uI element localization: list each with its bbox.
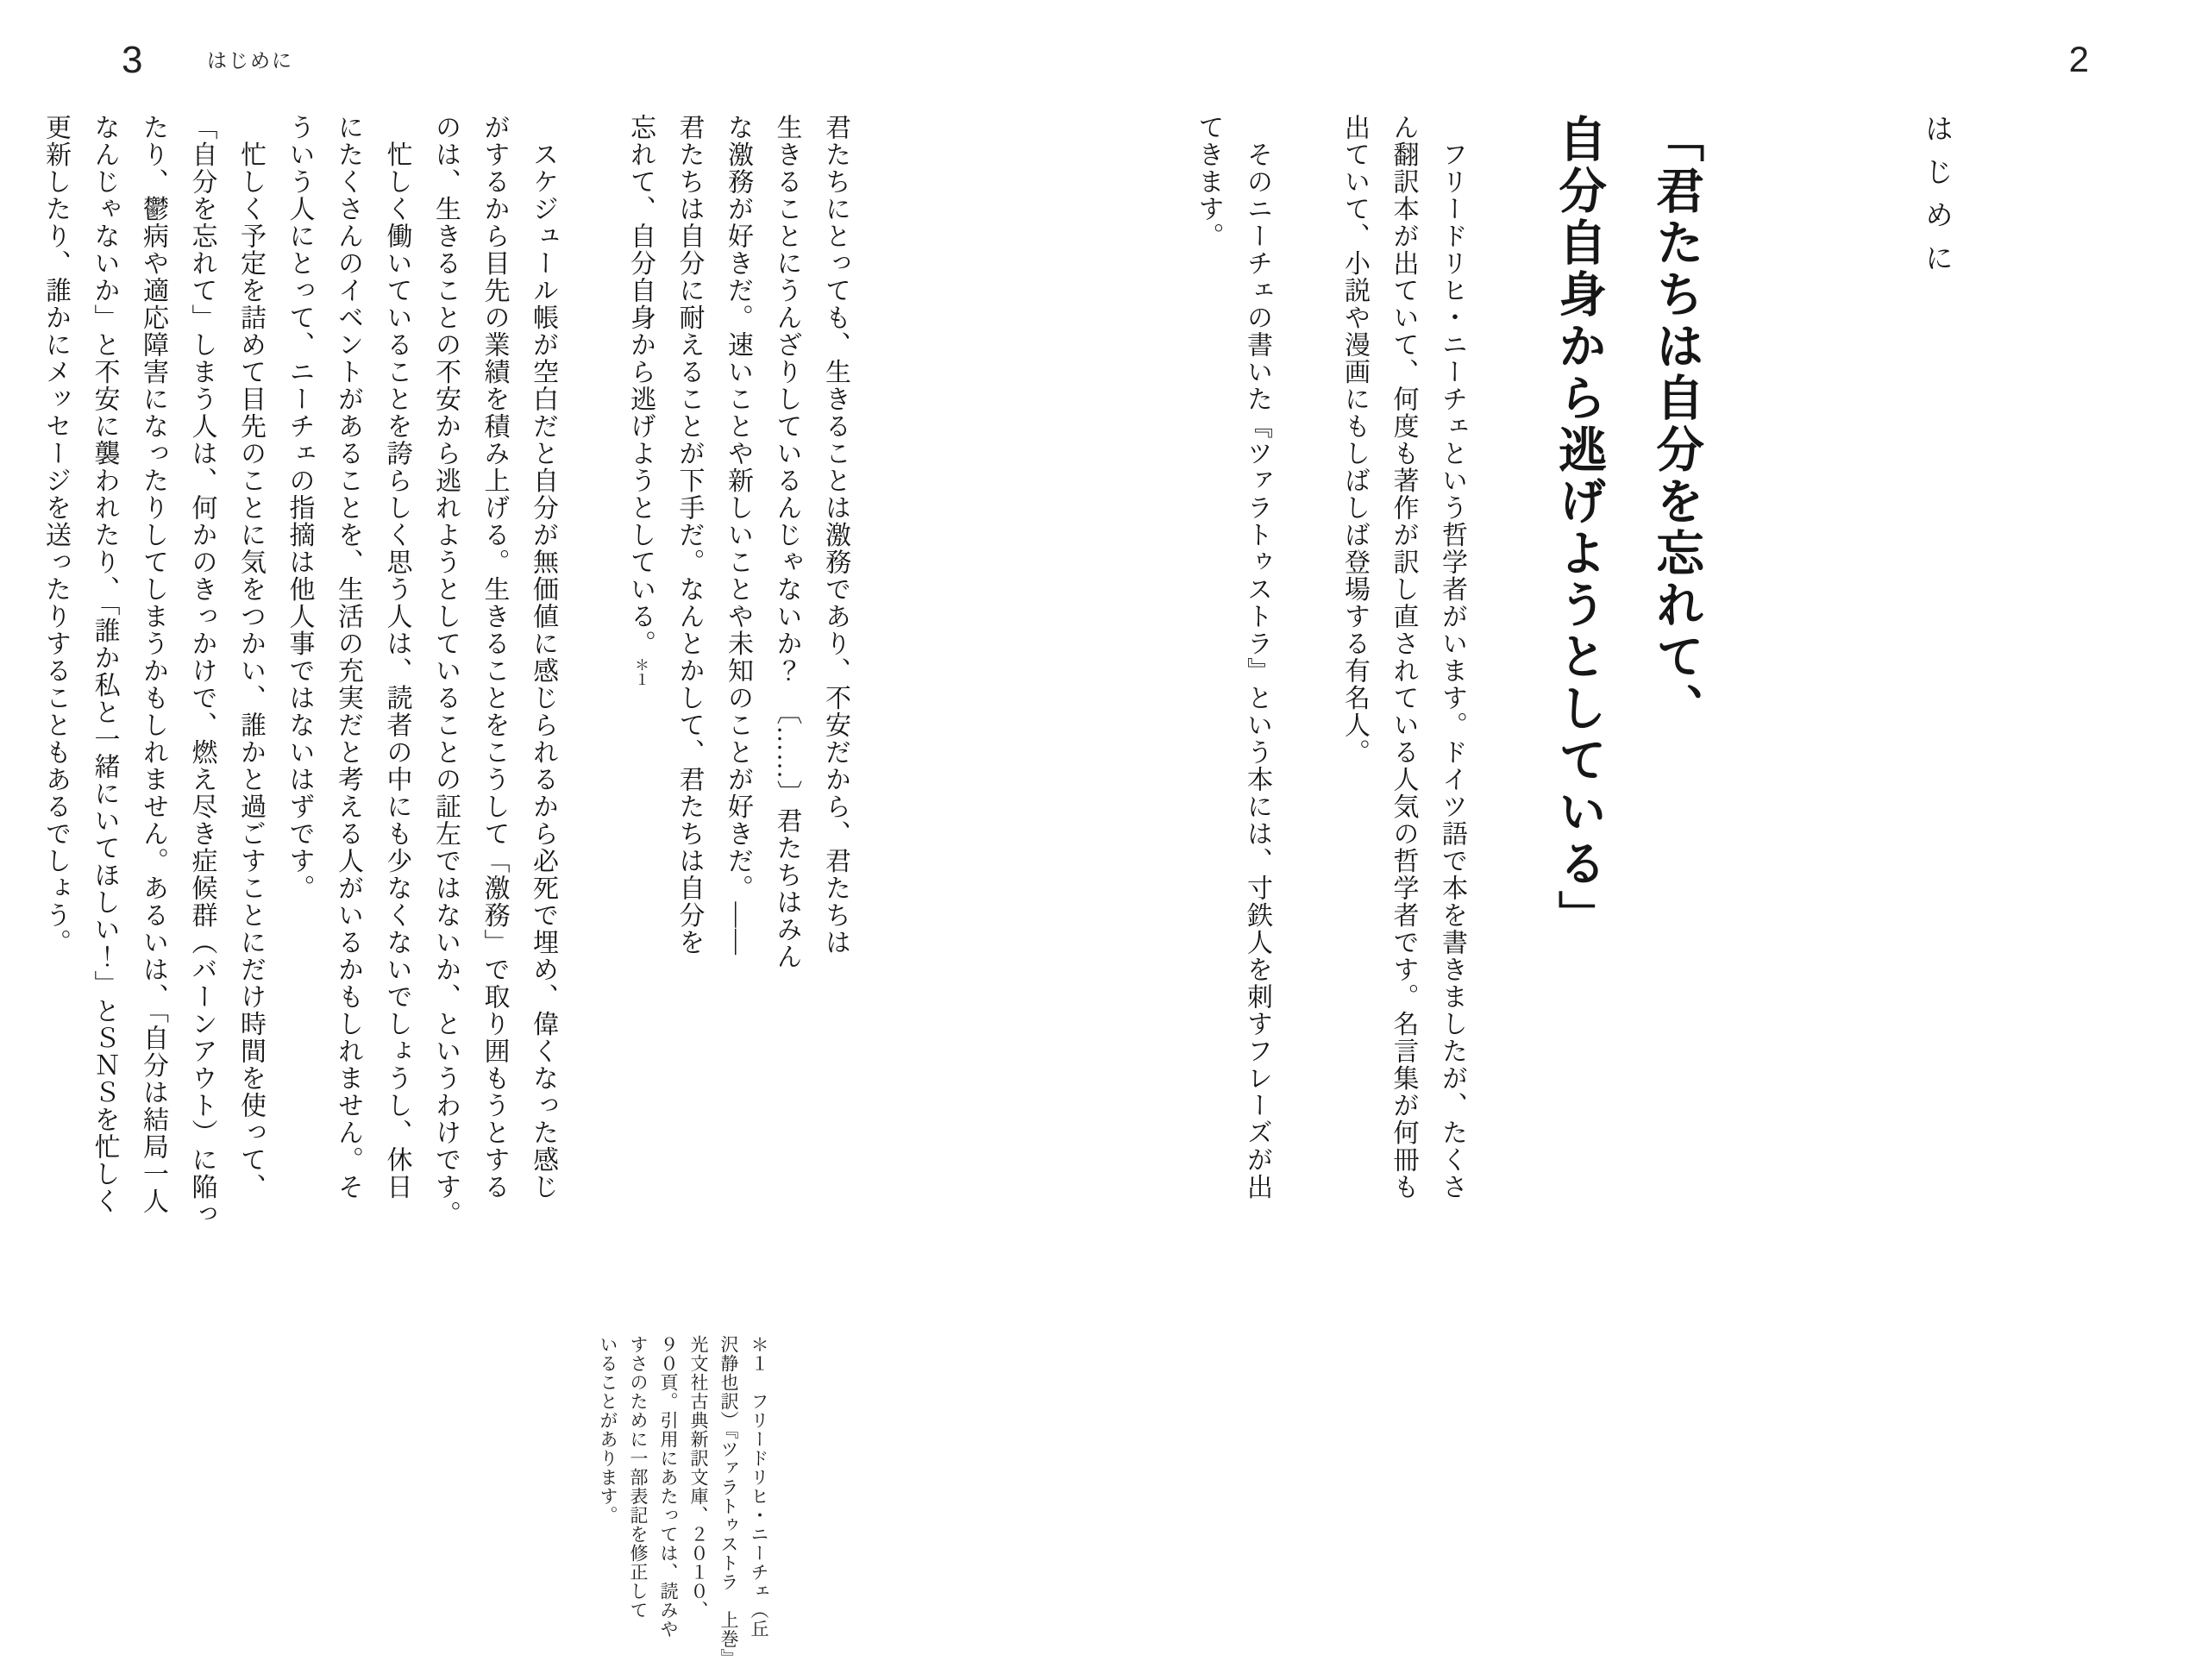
text-line: 出ていて、小説や漫画にもしばしば登場する有名人。 (1340, 114, 1369, 766)
text-line: がするから目先の業績を積み上げる。生きることをこうして「激務」で取り囲もうとする (480, 114, 509, 1200)
text-line: ん翻訳本が出ていて、何度も著作が訳し直されている人気の哲学者です。名言集が何冊も (1389, 114, 1418, 1200)
quote-line (616, 114, 665, 1218)
text-line: なんじゃないか」と不安に襲われたり、「誰か私と一緒にいてほしい！」とＳＮＳを忙しく (90, 114, 119, 1215)
footnote-line: ９０頁。引用にあたっては、読みや (658, 1335, 678, 1639)
footnote-line: 沢静也訳）『ツァラトゥストラ 上巻』 (718, 1335, 738, 1668)
body-text (31, 114, 568, 1228)
footnote-line: ＊１ フリードリヒ・ニーチェ（丘 (749, 1335, 768, 1639)
page-left-content (31, 114, 969, 1228)
text-line: にたくさんのイベントがあることを、生活の充実だと考える人がいるかもしれません。そ (334, 114, 362, 1200)
footnote-line: 光文社古典新訳文庫、２０１０、 (688, 1335, 708, 1620)
page-number: 3 (122, 39, 143, 81)
quote-line-text: 忘れて、自分自身から逃げようとしている。 (626, 114, 655, 657)
footnote-line: いることがあります。 (598, 1335, 618, 1525)
text-line: スケジュール帳が空白だと自分が無価値に感じられるから必死で埋め、偉くなった感じ (529, 114, 557, 1200)
quote-line: な激務が好きだ。速いことや新しいことや未知のことが好きだ。―― (724, 114, 752, 956)
text-line: 更新したり、誰かにメッセージを送ったりすることもあるでしょう。 (41, 114, 70, 956)
footnote-ref: ＊１ (632, 657, 649, 686)
page-number: 2 (2068, 39, 2089, 79)
title-line: 「君たちは自分を忘れて、 (1649, 114, 1703, 735)
text-line: ういう人にとって、ニーチェの指摘は他人事ではないはずです。 (285, 114, 314, 902)
quote-block (616, 114, 969, 1218)
footnote-line: すさのために一部表記を修正して (628, 1335, 648, 1620)
text-line: てきます。 (1194, 114, 1223, 250)
body-text (1183, 114, 1476, 1218)
quote-line: 君たちにとっても、生きることは激務であり、不安だから、君たちは (821, 114, 850, 956)
quote-line: 生きることにうんざりしているんじゃないか？ 〔……〕君たちはみん (772, 114, 801, 970)
text-line: 忙しく予定を詰めて目先のことに気をつかい、誰かと過ごすことにだけ時間を使って、 (236, 114, 265, 1200)
text-line: そのニーチェの書いた『ツァラトゥストラ』という本には、寸鉄人を刺すフレーズが出 (1243, 114, 1271, 1200)
body-paragraph (274, 114, 421, 1218)
text-line: のは、生きることの不安から逃れようとしていることの証左ではないか、というわけです。 (431, 114, 460, 1228)
text-line: 忙しく働いていることを誇らしく思う人は、読者の中にも少なくないでしょうし、休日 (382, 114, 411, 1200)
footnote-block (593, 1335, 774, 1668)
quote-line: 君たちは自分に耐えることが下手だ。なんとかして、君たちは自分を (674, 114, 704, 956)
title-line: 自分自身から逃げようとしている」 (1552, 114, 1605, 942)
text-line: 「自分を忘れて」しまう人は、何かのきっかけで、燃え尽き症候群（バーンアウト）に陥っ (187, 114, 216, 1228)
text-line: たり、鬱病や適応障害になったりしてしまうかもしれません。あるいは、「自分は結局一人 (139, 114, 167, 1215)
chapter-title (1529, 114, 1785, 1218)
running-head: はじめに (207, 49, 293, 72)
page-right (1104, 0, 2208, 1680)
body-paragraph (421, 114, 568, 1228)
text-line: フリードリヒ・ニーチェという哲学者がいます。ドイツ語で本を書きましたが、たくさ (1438, 114, 1466, 1200)
body-paragraph (1330, 114, 1477, 1218)
section-heading: はじめに (1921, 114, 1952, 286)
body-paragraph (1183, 114, 1281, 1218)
body-paragraph (31, 114, 275, 1228)
page-right-content (1183, 114, 2019, 1218)
